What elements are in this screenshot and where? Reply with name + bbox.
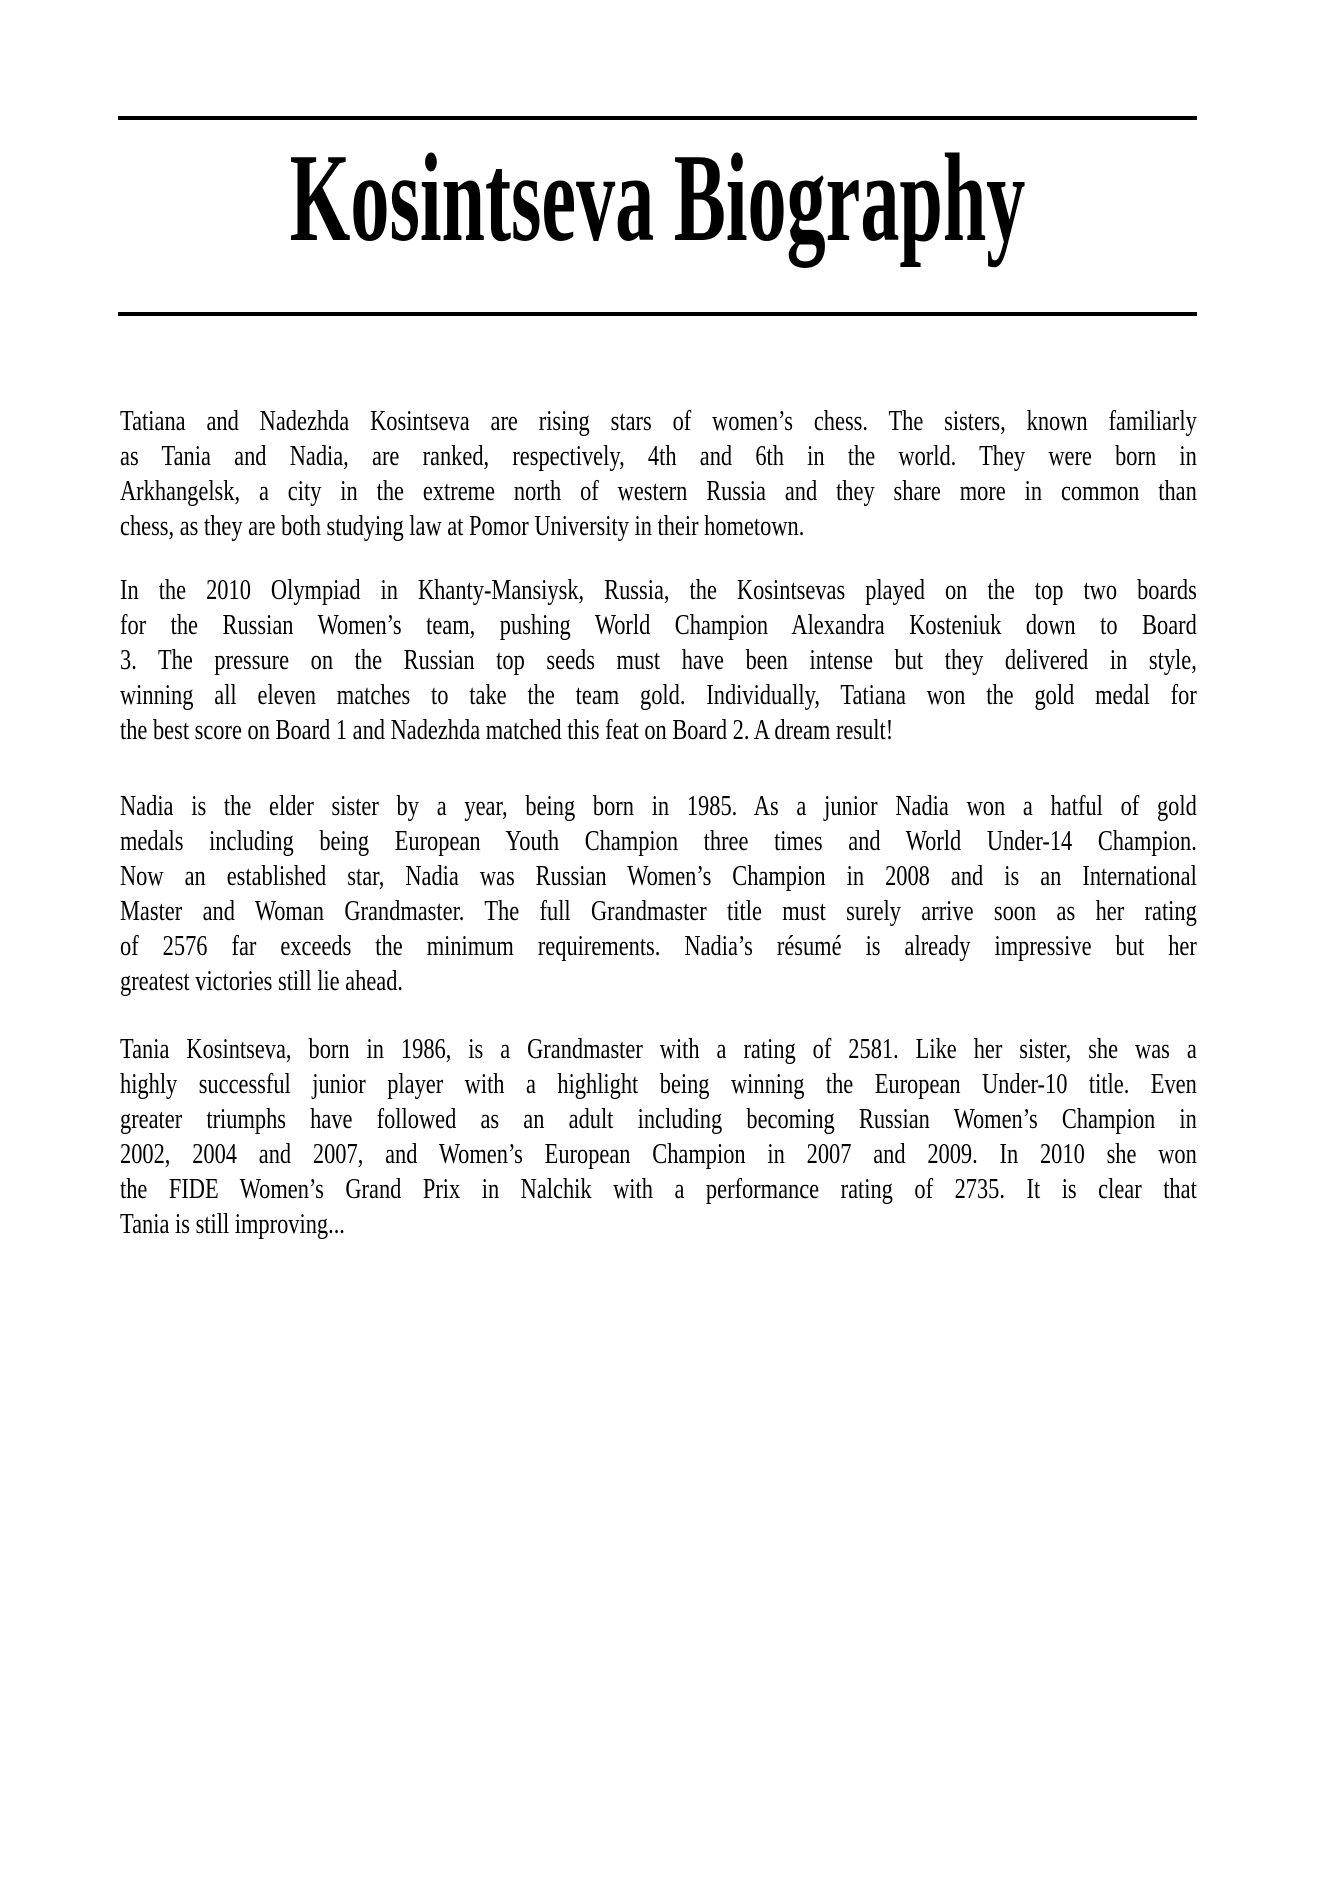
text-line: for the Russian Women’s team, pushing World Champion Alexandra Kosteniuk down to Board <box>120 610 1197 641</box>
text-line: Tatiana and Nadezhda Kosintseva are rising stars of women’s chess. The sisters, known familiarly <box>120 406 1197 437</box>
text-line: winning all eleven matches to take the team gold. Individually, Tatiana won the gold medal for <box>120 680 1197 711</box>
text-line: greatest victories still lie ahead. <box>120 966 404 997</box>
text-line: 2002, 2004 and 2007, and Women’s European Champion in 2007 and 2009. In 2010 she won <box>120 1139 1197 1170</box>
text-line: 3. The pressure on the Russian top seeds must have been intense but they delivered in style, <box>120 645 1197 676</box>
paragraph-3 <box>120 789 1197 999</box>
text-line: the best score on Board 1 and Nadezhda matched this feat on Board 2. A dream result! <box>120 715 894 746</box>
text-line: chess, as they are both studying law at Pomor University in their hometown. <box>120 511 805 542</box>
text-line: medals including being European Youth Champion three times and World Under-14 Champion. <box>120 826 1197 857</box>
text-line: of 2576 far exceeds the minimum requirements. Nadia’s résumé is already impressive but her <box>120 931 1197 962</box>
paragraph-4 <box>120 1032 1197 1242</box>
text-line: Tania is still improving... <box>120 1209 345 1240</box>
text-line: Nadia is the elder sister by a year, being born in 1985. As a junior Nadia won a hatful of gold <box>120 791 1197 822</box>
text-line: In the 2010 Olympiad in Khanty-Mansiysk, Russia, the Kosintsevas played on the top two boards <box>120 575 1197 606</box>
title-rule-bottom <box>118 312 1197 316</box>
text-line: Tania Kosintseva, born in 1986, is a Grandmaster with a rating of 2581. Like her sister, she was a <box>120 1034 1197 1065</box>
text-line: Master and Woman Grandmaster. The full Grandmaster title must surely arrive soon as her rating <box>120 896 1197 927</box>
page-title: Kosintseva Biography <box>289 129 1026 268</box>
text-line: as Tania and Nadia, are ranked, respectively, 4th and 6th in the world. They were born in <box>120 441 1197 472</box>
text-line: highly successful junior player with a highlight being winning the European Under-10 title. Even <box>120 1069 1197 1100</box>
title-rule-top <box>118 116 1197 120</box>
text-line: Now an established star, Nadia was Russian Women’s Champion in 2008 and is an International <box>120 861 1197 892</box>
paragraph-2 <box>120 573 1197 748</box>
text-line: greater triumphs have followed as an adult including becoming Russian Women’s Champion in <box>120 1104 1197 1135</box>
paragraph-1 <box>120 404 1197 544</box>
text-line: Arkhangelsk, a city in the extreme north of western Russia and they share more in common than <box>120 476 1197 507</box>
text-line: the FIDE Women’s Grand Prix in Nalchik with a performance rating of 2735. It is clear that <box>120 1174 1197 1205</box>
